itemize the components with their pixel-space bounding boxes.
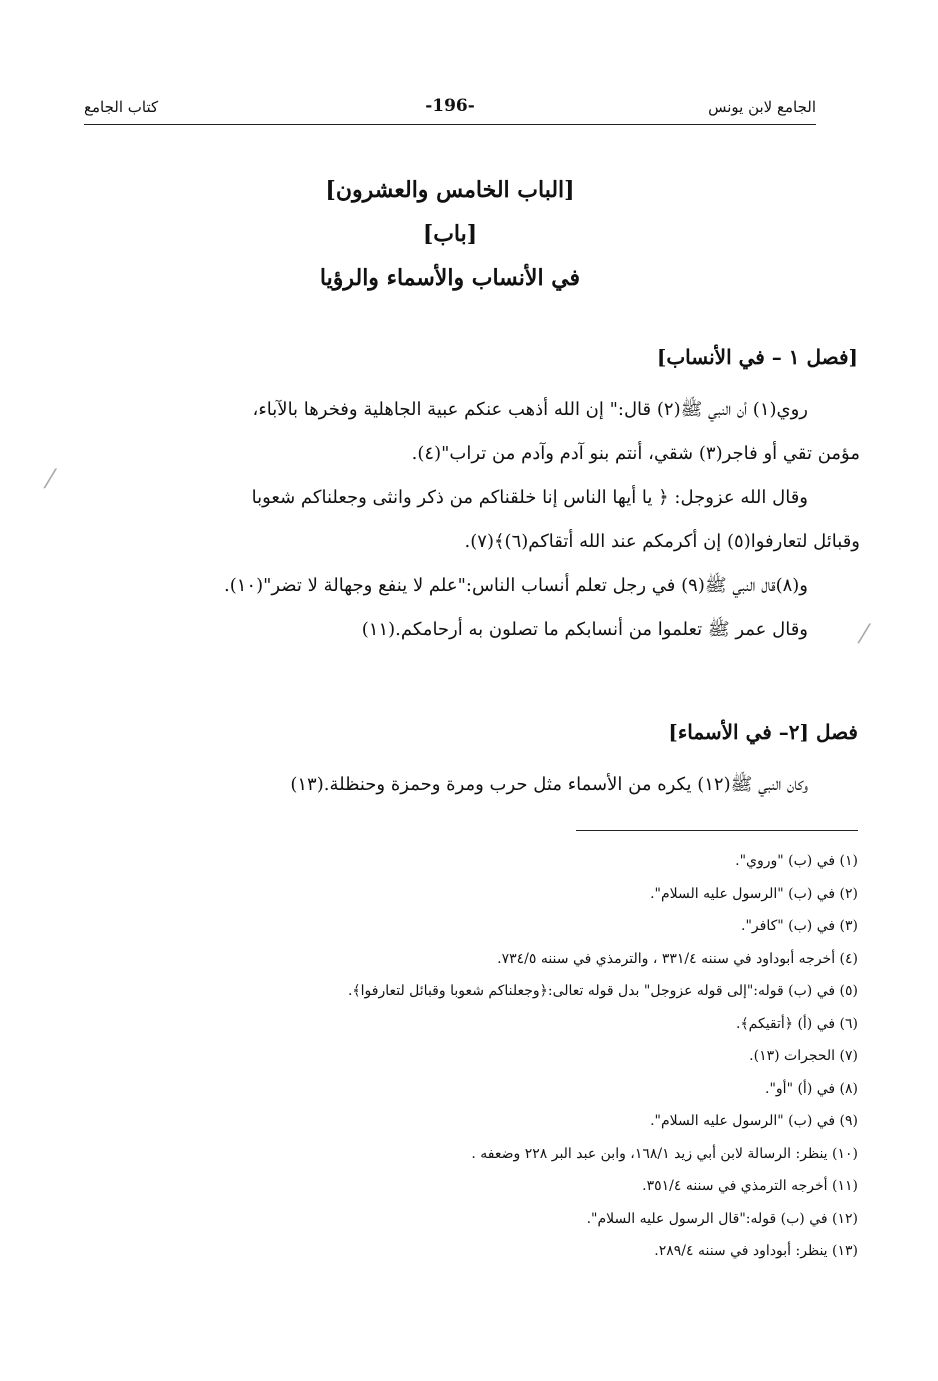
text-line: وكان النبي ﷺ(١٢) يكره من الأسماء مثل حرب ومرة وحمزة وحنظلة.(١٣)	[290, 774, 808, 795]
text-line: روي(١) أن النبي ﷺ(٢) قال:" إن الله أذهب عنكم عبية الجاهلية وفخرها بالآباء،	[252, 399, 808, 420]
page-number: -196-	[425, 96, 475, 116]
footnote: (٩) في (ب) "الرسول عليه السلام".	[650, 1113, 858, 1129]
footnote: (٨) في (أ) "أو".	[765, 1080, 858, 1097]
subject-title: في الأنساب والأسماء والرؤيا	[319, 265, 581, 291]
footnote: (٦) في (أ) ﴿أتقيكم﴾.	[736, 1015, 858, 1032]
text-line: مؤمن تقي أو فاجر(٣) شقي، أنتم بنو آدم وآدم من تراب"(٤).	[411, 443, 860, 464]
chapter-title: [الباب الخامس والعشرون]	[325, 177, 575, 203]
running-header	[84, 98, 816, 126]
footnote: (٣) في (ب) "كافر".	[741, 918, 858, 934]
margin-pencil-mark: ⁄	[48, 465, 53, 495]
footnote: (٥) في (ب) قوله:"إلى قوله عزوجل" بدل قوله تعالى:﴿وجعلناكم شعوبا وقبائل لتعارفوا﴾.	[347, 983, 858, 999]
text-line: وقال عمر ﷺ تعلموا من أنسابكم ما تصلون به أرحامكم.(١١)	[361, 619, 808, 640]
footnote: (٢) في (ب) "الرسول عليه السلام".	[650, 885, 858, 902]
text-line: وقال الله عزوجل: ﴿ يا أيها الناس إنا خلقناكم من ذكر وانثى وجعلناكم شعوبا	[251, 487, 808, 508]
section-heading-1: [فصل ١ – في الأنساب]	[656, 345, 858, 369]
footnote: (٤) أخرجه أبوداود في سننه ٣٣١/٤ ، والترمذي في سننه ٧٣٤/٥.	[497, 950, 858, 967]
footnotes	[78, 845, 858, 1268]
chapter-titles	[84, 168, 816, 300]
header-book-title: الجامع لابن يونس	[708, 98, 816, 116]
footnote: (١٠) ينظر: الرسالة لابن أبي زيد ١٦٨/١، وابن عبد البر ٢٢٨ وضعفه .	[471, 1145, 858, 1162]
footnote: (١٣) ينظر: أبوداود في سننه ٢٨٩/٤.	[654, 1243, 858, 1259]
header-rule	[84, 124, 816, 125]
footnote: (١) في (ب) "وروي".	[735, 853, 858, 869]
section-body-2	[82, 763, 860, 807]
footnote: (١٢) في (ب) قوله:"قال الرسول عليه السلام".	[586, 1210, 858, 1227]
bab-title: [باب]	[422, 221, 478, 247]
section-body-1	[82, 388, 860, 652]
text-line: وقبائل لتعارفوا(٥) إن أكرمكم عند الله أتقاكم(٦)﴾(٧).	[464, 531, 860, 552]
section-heading-2: فصل [٢– في الأسماء]	[668, 720, 858, 744]
footnote-rule	[576, 830, 858, 831]
margin-pencil-mark: ⁄	[862, 620, 867, 650]
footnote: (١١) أخرجه الترمذي في سننه ٣٥١/٤.	[642, 1178, 858, 1194]
header-section-title: كتاب الجامع	[84, 98, 159, 116]
text-line: و(٨)قال النبي ﷺ(٩) في رجل تعلم أنساب الناس:"علم لا ينفع وجهالة لا تضر"(١٠).	[223, 575, 808, 596]
footnote: (٧) الحجرات (١٣).	[749, 1048, 858, 1064]
